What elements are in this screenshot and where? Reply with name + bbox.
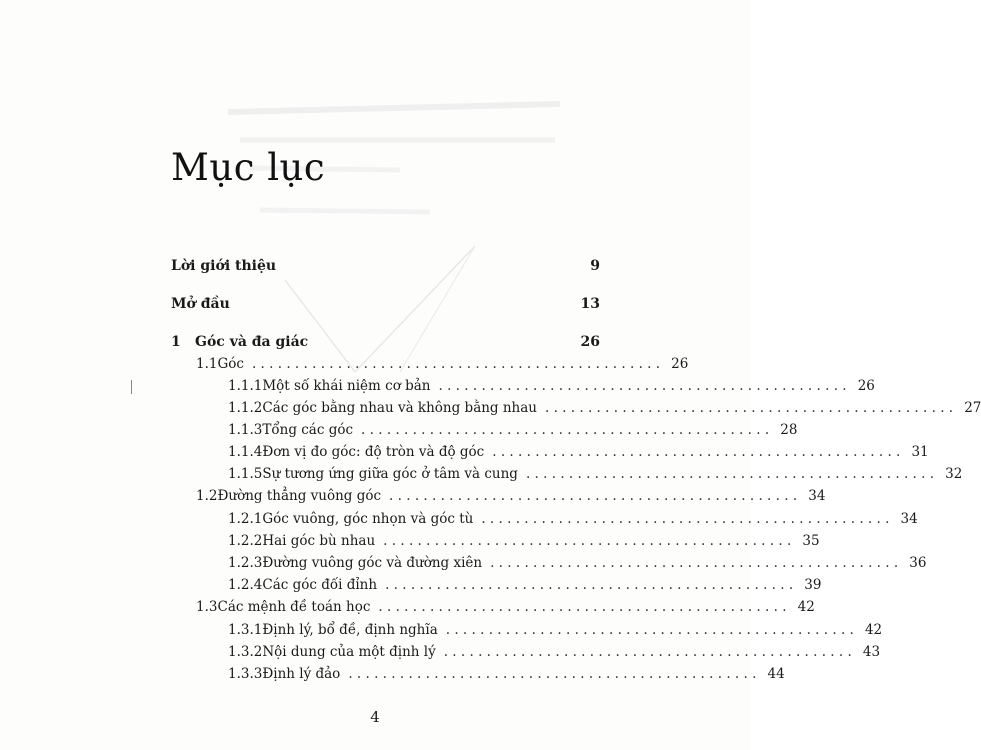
- toc-entry-number: 1.2.4: [228, 577, 263, 593]
- dot-leader: ................................................: [438, 378, 851, 394]
- dot-leader: ................................................: [490, 555, 903, 571]
- toc-entry-number: 1: [171, 334, 181, 350]
- dot-leader: ................................................: [525, 466, 939, 482]
- toc-entry: [171, 296, 600, 318]
- page-title: Mục lục: [171, 146, 326, 189]
- toc-entry-number: 1.2.3: [228, 555, 263, 571]
- dot-leader: ................................................: [385, 577, 798, 593]
- toc-entry-title: Các góc đối đỉnh: [262, 577, 378, 593]
- toc-entry: [228, 378, 875, 400]
- toc-entry-title: Định lý đảo: [262, 666, 341, 682]
- toc-entry-title: Đường vuông góc và đường xiên: [262, 555, 483, 571]
- toc-entry: [228, 422, 798, 444]
- toc-entry-title: Lời giới thiệu: [171, 258, 277, 274]
- toc-entry-title: Định lý, bổ đề, định nghĩa: [262, 622, 438, 638]
- dot-leader: ................................................: [445, 622, 859, 638]
- toc-entry-title: Góc vuông, góc nhọn và góc tù: [262, 511, 474, 527]
- toc-entry: [228, 644, 881, 666]
- dot-leader: ................................................: [492, 444, 905, 460]
- margin-mark: [131, 380, 132, 394]
- toc-entry-number: 1.1.3: [228, 422, 263, 438]
- toc-entry-number: 1.1.4: [228, 444, 263, 460]
- toc-entry-page: 28: [780, 422, 798, 438]
- toc-entry: [228, 400, 981, 422]
- toc-entry: [228, 466, 963, 488]
- toc-entry-page: 9: [590, 258, 600, 274]
- toc-entry-number: 1.3.2: [228, 644, 263, 660]
- toc-entry-page: 44: [767, 666, 785, 682]
- toc-entry-page: 26: [857, 378, 875, 394]
- toc-entry-page: 39: [804, 577, 822, 593]
- toc-entry-title: Sự tương ứng giữa góc ở tâm và cung: [262, 466, 518, 482]
- toc-entry-title: Tổng các góc: [262, 422, 354, 438]
- toc-entry-number: 1.2.1: [228, 511, 263, 527]
- dot-leader: ................................................: [348, 666, 761, 682]
- toc-entry-title: Đường thẳng vuông góc: [217, 488, 382, 504]
- dot-leader: ................................................: [361, 422, 774, 438]
- dot-leader: ................................................: [378, 599, 791, 615]
- toc-entry-page: 36: [909, 555, 927, 571]
- toc-entry-page: 42: [864, 622, 883, 638]
- toc-entry: [228, 555, 927, 577]
- toc-entry-title: Mở đầu: [171, 296, 230, 312]
- toc-entry-number: 1.1.5: [228, 466, 263, 482]
- dot-leader: ................................................: [383, 533, 796, 549]
- dot-leader: ................................................: [545, 400, 958, 416]
- toc-entry-page: 27: [964, 400, 981, 416]
- toc-entry-page: 26: [580, 334, 600, 350]
- toc-entry-number: 1.3: [196, 599, 218, 615]
- toc-entry-page: 42: [797, 599, 815, 615]
- dot-leader: ................................................: [443, 644, 857, 660]
- toc-entry: [228, 577, 822, 599]
- toc-entry-page: 43: [862, 644, 881, 660]
- page-number: 4: [370, 708, 380, 726]
- toc-entry-page: 34: [808, 488, 826, 504]
- toc-entry-title: Góc: [217, 356, 244, 372]
- toc-entry-title: Một số khái niệm cơ bản: [262, 378, 431, 394]
- toc-entry-page: 32: [945, 466, 963, 482]
- toc-entry-title: Nội dung của một định lý: [262, 644, 436, 660]
- toc-entry-page: 34: [900, 511, 918, 527]
- toc-entry-number: 1.1: [196, 356, 218, 372]
- toc-entry: [196, 356, 689, 378]
- toc-entry: [228, 622, 883, 644]
- toc-entry: [228, 444, 929, 466]
- toc-entry-number: 1.1.1: [228, 378, 263, 394]
- toc-entry-number: 1.2.2: [228, 533, 263, 549]
- toc-entry-title: Góc và đa giác: [195, 334, 309, 350]
- toc-entry-page: 31: [911, 444, 929, 460]
- toc-entry: [196, 488, 826, 510]
- dot-leader: ................................................: [389, 488, 802, 504]
- toc-entry-title: Đơn vị đo góc: độ tròn và độ góc: [262, 444, 485, 460]
- toc-entry: [228, 511, 918, 533]
- toc-entry-number: 1.3.3: [228, 666, 263, 682]
- toc-entry-page: 13: [580, 296, 600, 312]
- toc-entry-page: 35: [802, 533, 820, 549]
- toc-entry-title: Hai góc bù nhau: [262, 533, 376, 549]
- toc-entry: [228, 666, 785, 688]
- toc-entry: [171, 258, 600, 280]
- toc-entry-number: 1.3.1: [228, 622, 263, 638]
- toc-entry: [228, 533, 820, 555]
- toc-entry-number: 1.2: [196, 488, 218, 504]
- toc-entry-title: Các mệnh đề toán học: [217, 599, 371, 615]
- toc-entry: [171, 334, 600, 356]
- dot-leader: ................................................: [481, 511, 894, 527]
- toc-entry-page: 26: [671, 356, 689, 372]
- toc-entry-title: Các góc bằng nhau và không bằng nhau: [262, 400, 537, 416]
- toc-entry: [196, 599, 815, 621]
- toc-entry-number: 1.1.2: [228, 400, 263, 416]
- dot-leader: ................................................: [251, 356, 665, 372]
